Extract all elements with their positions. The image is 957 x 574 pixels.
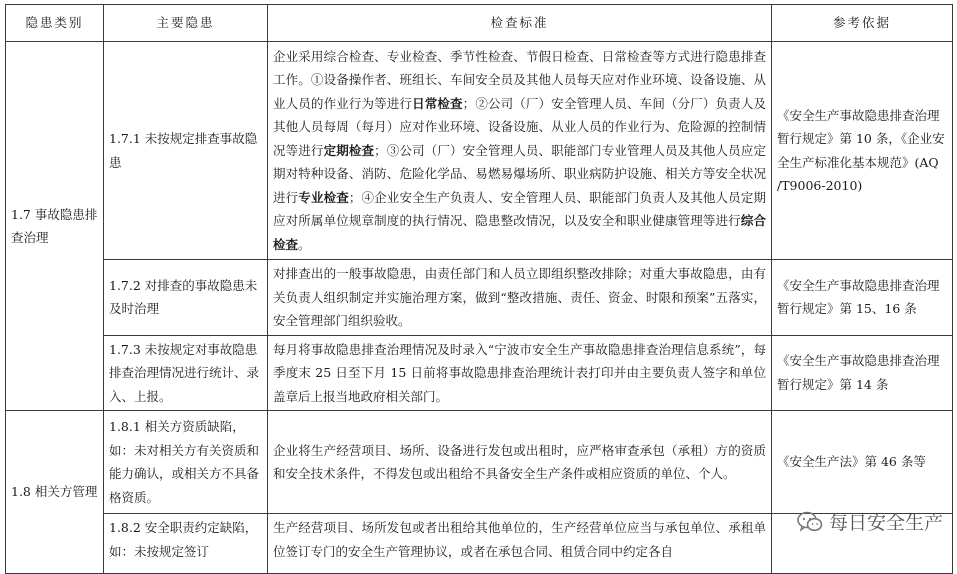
wechat-icon [797, 511, 823, 533]
standard-cell [268, 42, 772, 260]
standard-text: 。 [298, 236, 311, 252]
standard-cell [268, 411, 772, 514]
basis-cell: 《安全生产事故隐患排查治理暂行规定》第 14 条 [772, 335, 953, 411]
table-row [6, 411, 953, 514]
table-row [6, 260, 953, 336]
table-header-row [6, 5, 953, 42]
emphasis-text: 专业检查 [298, 189, 349, 205]
watermark-text: 每日安全生产 [828, 512, 943, 534]
basis-cell: 《安全生产事故隐患排查治理暂行规定》第 10 条，《企业安全生产标准化基本规范》(AQ /T9006-2010) [772, 42, 953, 260]
category-cell: 1.7 事故隐患排查治理 [6, 42, 104, 411]
watermark [797, 508, 943, 535]
standard-text: 生产经营项目、场所发包或者出租给其他单位的，生产经营单位应当与承包单位、承租单位签订专门的安全生产管理协议，或者在承包合同、租赁合同中约定各自 [273, 520, 766, 559]
hazard-cell: 1.7.2 对排查的事故隐患未及时治理 [104, 260, 268, 336]
standard-cell [268, 514, 772, 574]
standard-text: ；③公司（厂）安全管理人员、职能部门专业管理人员及其他人员应定期对特种设备、消防、危险化学品、易燃易爆场所、职业病防护设施、相关方等安全状况进行 [273, 142, 766, 205]
header-hazard: 主要隐患 [104, 5, 268, 42]
hazard-cell: 1.8.2 安全职责约定缺陷，如：未按规定签订 [104, 514, 268, 574]
standard-cell [268, 335, 772, 411]
emphasis-text: 日常检查 [412, 95, 463, 111]
standard-text: 企业将生产经营项目、场所、设备进行发包或出租时，应严格审查承包（承租）方的资质和安全技术条件，不得发包或出租给不具备安全生产条件或相应资质的单位、个人。 [273, 442, 766, 481]
category-cell: 1.8 相关方管理 [6, 411, 104, 574]
hazard-cell: 1.8.1 相关方资质缺陷，如：未对相关方有关资质和能力确认，或相关方不具备格资质。 [104, 411, 268, 514]
table-row [6, 335, 953, 411]
hazard-table [5, 4, 953, 574]
emphasis-text: 综合检查 [273, 213, 766, 252]
emphasis-text: 定期检查 [323, 142, 375, 158]
basis-cell: 《安全生产法》第 46 条等 [772, 411, 953, 514]
standard-text: 每月将事故隐患排查治理情况及时录入“宁波市安全生产事故隐患排查治理信息系统”，每季度末 25 日至下月 15 日前将事故隐患排查治理统计表打印并由主要负责人签字和单位盖章后上报当地政府相关部门。 [273, 341, 766, 404]
header-category: 隐患类别 [6, 5, 104, 42]
standard-text: 对排查出的一般事故隐患，由责任部门和人员立即组织整改排除；对重大事故隐患，由有关负责人组织制定并实施治理方案，做到“整改措施、责任、资金、时限和预案”五落实，安全管理部门组织验收。 [273, 266, 766, 328]
header-basis: 参考依据 [772, 5, 953, 42]
hazard-cell: 1.7.3 未按规定对事故隐患排查治理情况进行统计、录入、上报。 [104, 335, 268, 411]
hazard-cell: 1.7.1 未按规定排查事故隐患 [104, 42, 268, 260]
standard-cell [268, 260, 772, 336]
table-row [6, 42, 953, 260]
standard-text: 企业采用综合检查、专业检查、季节性检查、节假日检查、日常检查等方式进行隐患排查工作。①设备操作者、班组长、车间安全员及其他人员每天应对作业环境、设备设施、从业人员的作业行为等进行 [273, 48, 766, 111]
standard-text: ；②公司（厂）安全管理人员、车间（分厂）负责人及其他人员每周（每月）应对作业环境、设备设施、从业人员的作业行为、危险源的控制情况等进行 [273, 95, 766, 158]
standard-text: ；④企业安全生产负责人、安全管理人员、职能部门负责人及其他人员定期应对所属单位规章制度的执行情况、隐患整改情况，以及安全和职业健康管理等进行 [273, 189, 766, 229]
header-standard: 检查标准 [268, 5, 772, 42]
basis-cell: 《安全生产事故隐患排查治理暂行规定》第 15、16 条 [772, 260, 953, 336]
